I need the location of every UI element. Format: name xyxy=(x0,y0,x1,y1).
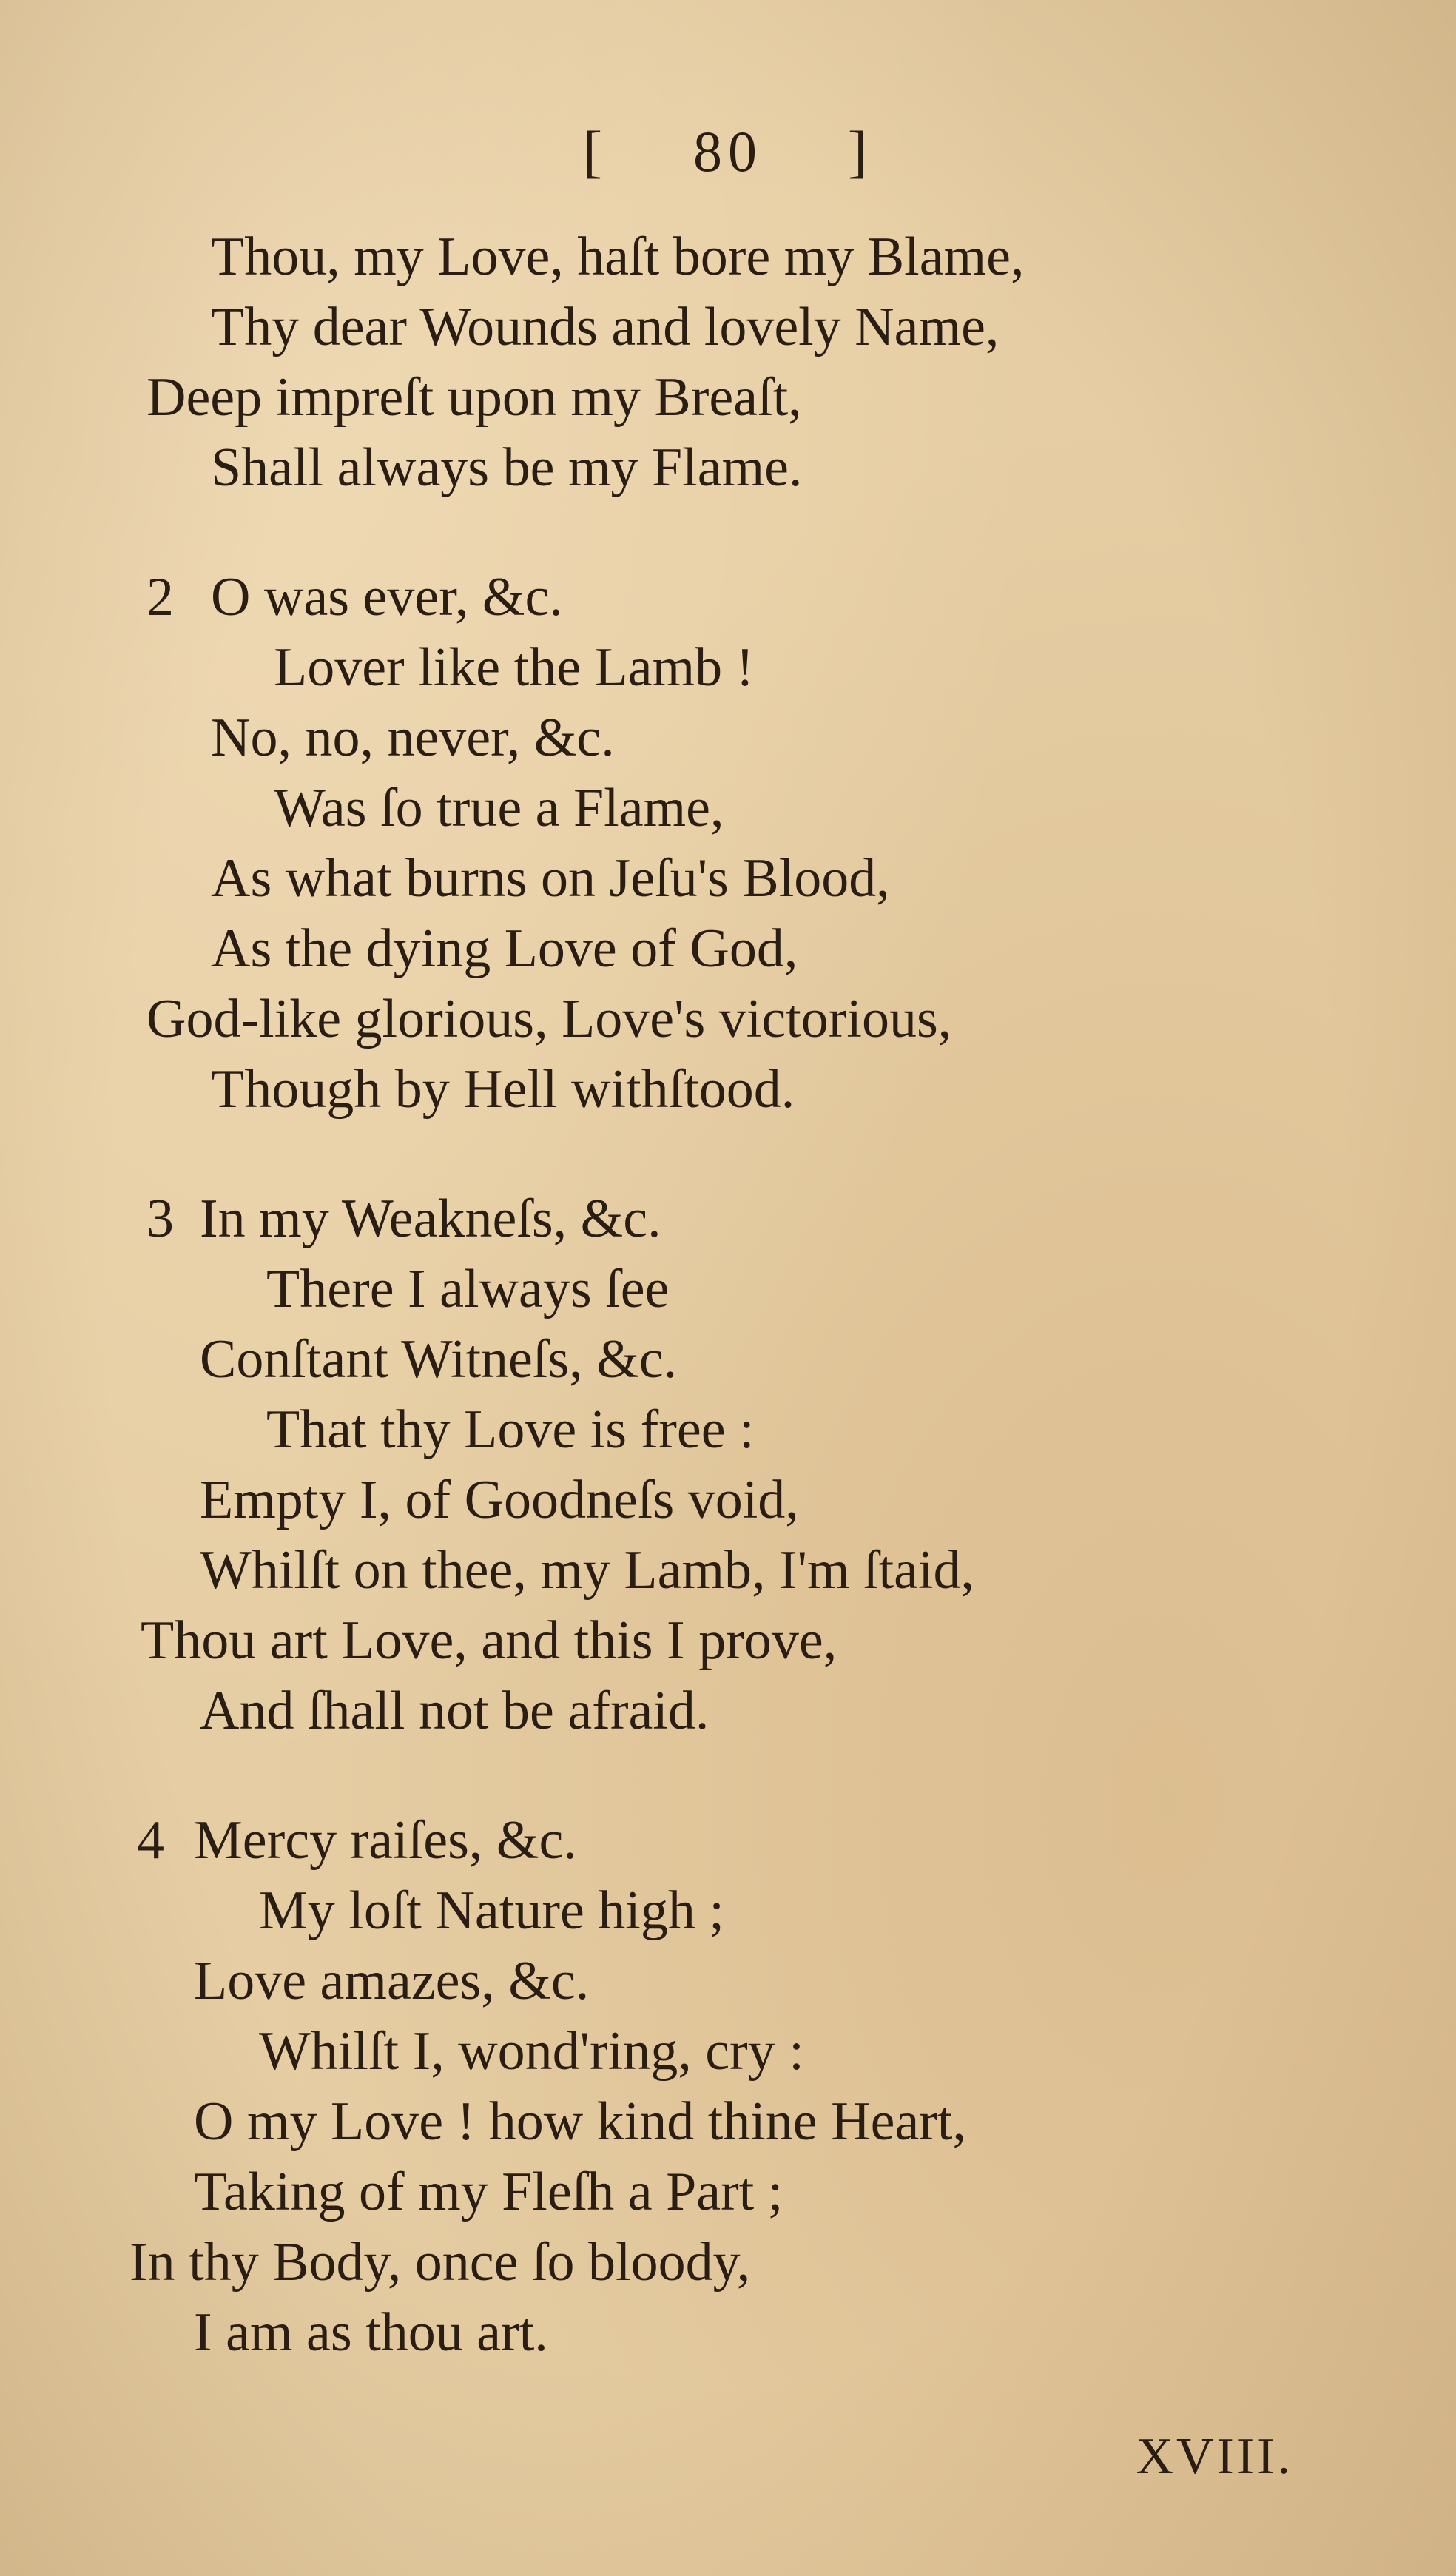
verse-line: There I always ſee xyxy=(266,1259,670,1319)
verse-line: Lover like the Lamb ! xyxy=(274,637,755,698)
verse-line: I am as thou art. xyxy=(194,2302,548,2363)
verse-line: Mercy raiſes, &c. xyxy=(194,1810,577,1871)
verse-line: Thy dear Wounds and lovely Name, xyxy=(211,297,1000,357)
verse-line: Love amazes, &c. xyxy=(194,1951,590,2011)
verse-line: As the dying Love of God, xyxy=(211,918,798,979)
verse-line: Thou, my Love, haſt bore my Blame, xyxy=(211,226,1025,287)
stanza-number: 2 xyxy=(146,567,174,628)
verse-line: Taking of my Fleſh a Part ; xyxy=(194,2162,783,2222)
close-bracket: ] xyxy=(848,119,873,184)
stanza-number: 4 xyxy=(137,1810,164,1871)
verse-line: That thy Love is free : xyxy=(266,1399,755,1460)
verse-line: As what burns on Jeſu's Blood, xyxy=(211,848,890,909)
verse-line: God-like glorious, Love's victorious, xyxy=(146,989,952,1049)
verse-line: And ſhall not be afraid. xyxy=(200,1681,710,1741)
verse-line: Empty I, of Goodneſs void, xyxy=(200,1470,799,1530)
verse-line: Conſtant Witneſs, &c. xyxy=(200,1329,678,1390)
verse-line: Was ſo true a Flame, xyxy=(274,778,724,838)
verse-line: Shall always be my Flame. xyxy=(211,437,803,498)
verse-line: In thy Body, once ſo bloody, xyxy=(129,2232,751,2293)
page-number: 80 xyxy=(693,119,763,184)
verse-line: O was ever, &c. xyxy=(211,567,563,628)
open-bracket: [ xyxy=(583,119,608,184)
verse-line: Whilſt on thee, my Lamb, I'm ſtaid, xyxy=(200,1540,975,1601)
verse-line: O my Love ! how kind thine Heart, xyxy=(194,2091,966,2152)
verse-line: Thou art Love, and this I prove, xyxy=(141,1610,837,1671)
page-header xyxy=(0,118,1456,185)
stanza-number: 3 xyxy=(146,1188,174,1249)
verse-line: No, no, never, &c. xyxy=(211,707,615,768)
verse-line: Though by Hell withſtood. xyxy=(211,1059,795,1120)
verse-line: Whilſt I, wond'ring, cry : xyxy=(259,2021,804,2082)
verse-line: Deep impreſt upon my Breaſt, xyxy=(146,367,802,428)
catchword: XVIII. xyxy=(1136,2428,1293,2485)
verse-line: In my Weakneſs, &c. xyxy=(200,1188,661,1249)
verse-line: My loſt Nature high ; xyxy=(259,1880,724,1941)
